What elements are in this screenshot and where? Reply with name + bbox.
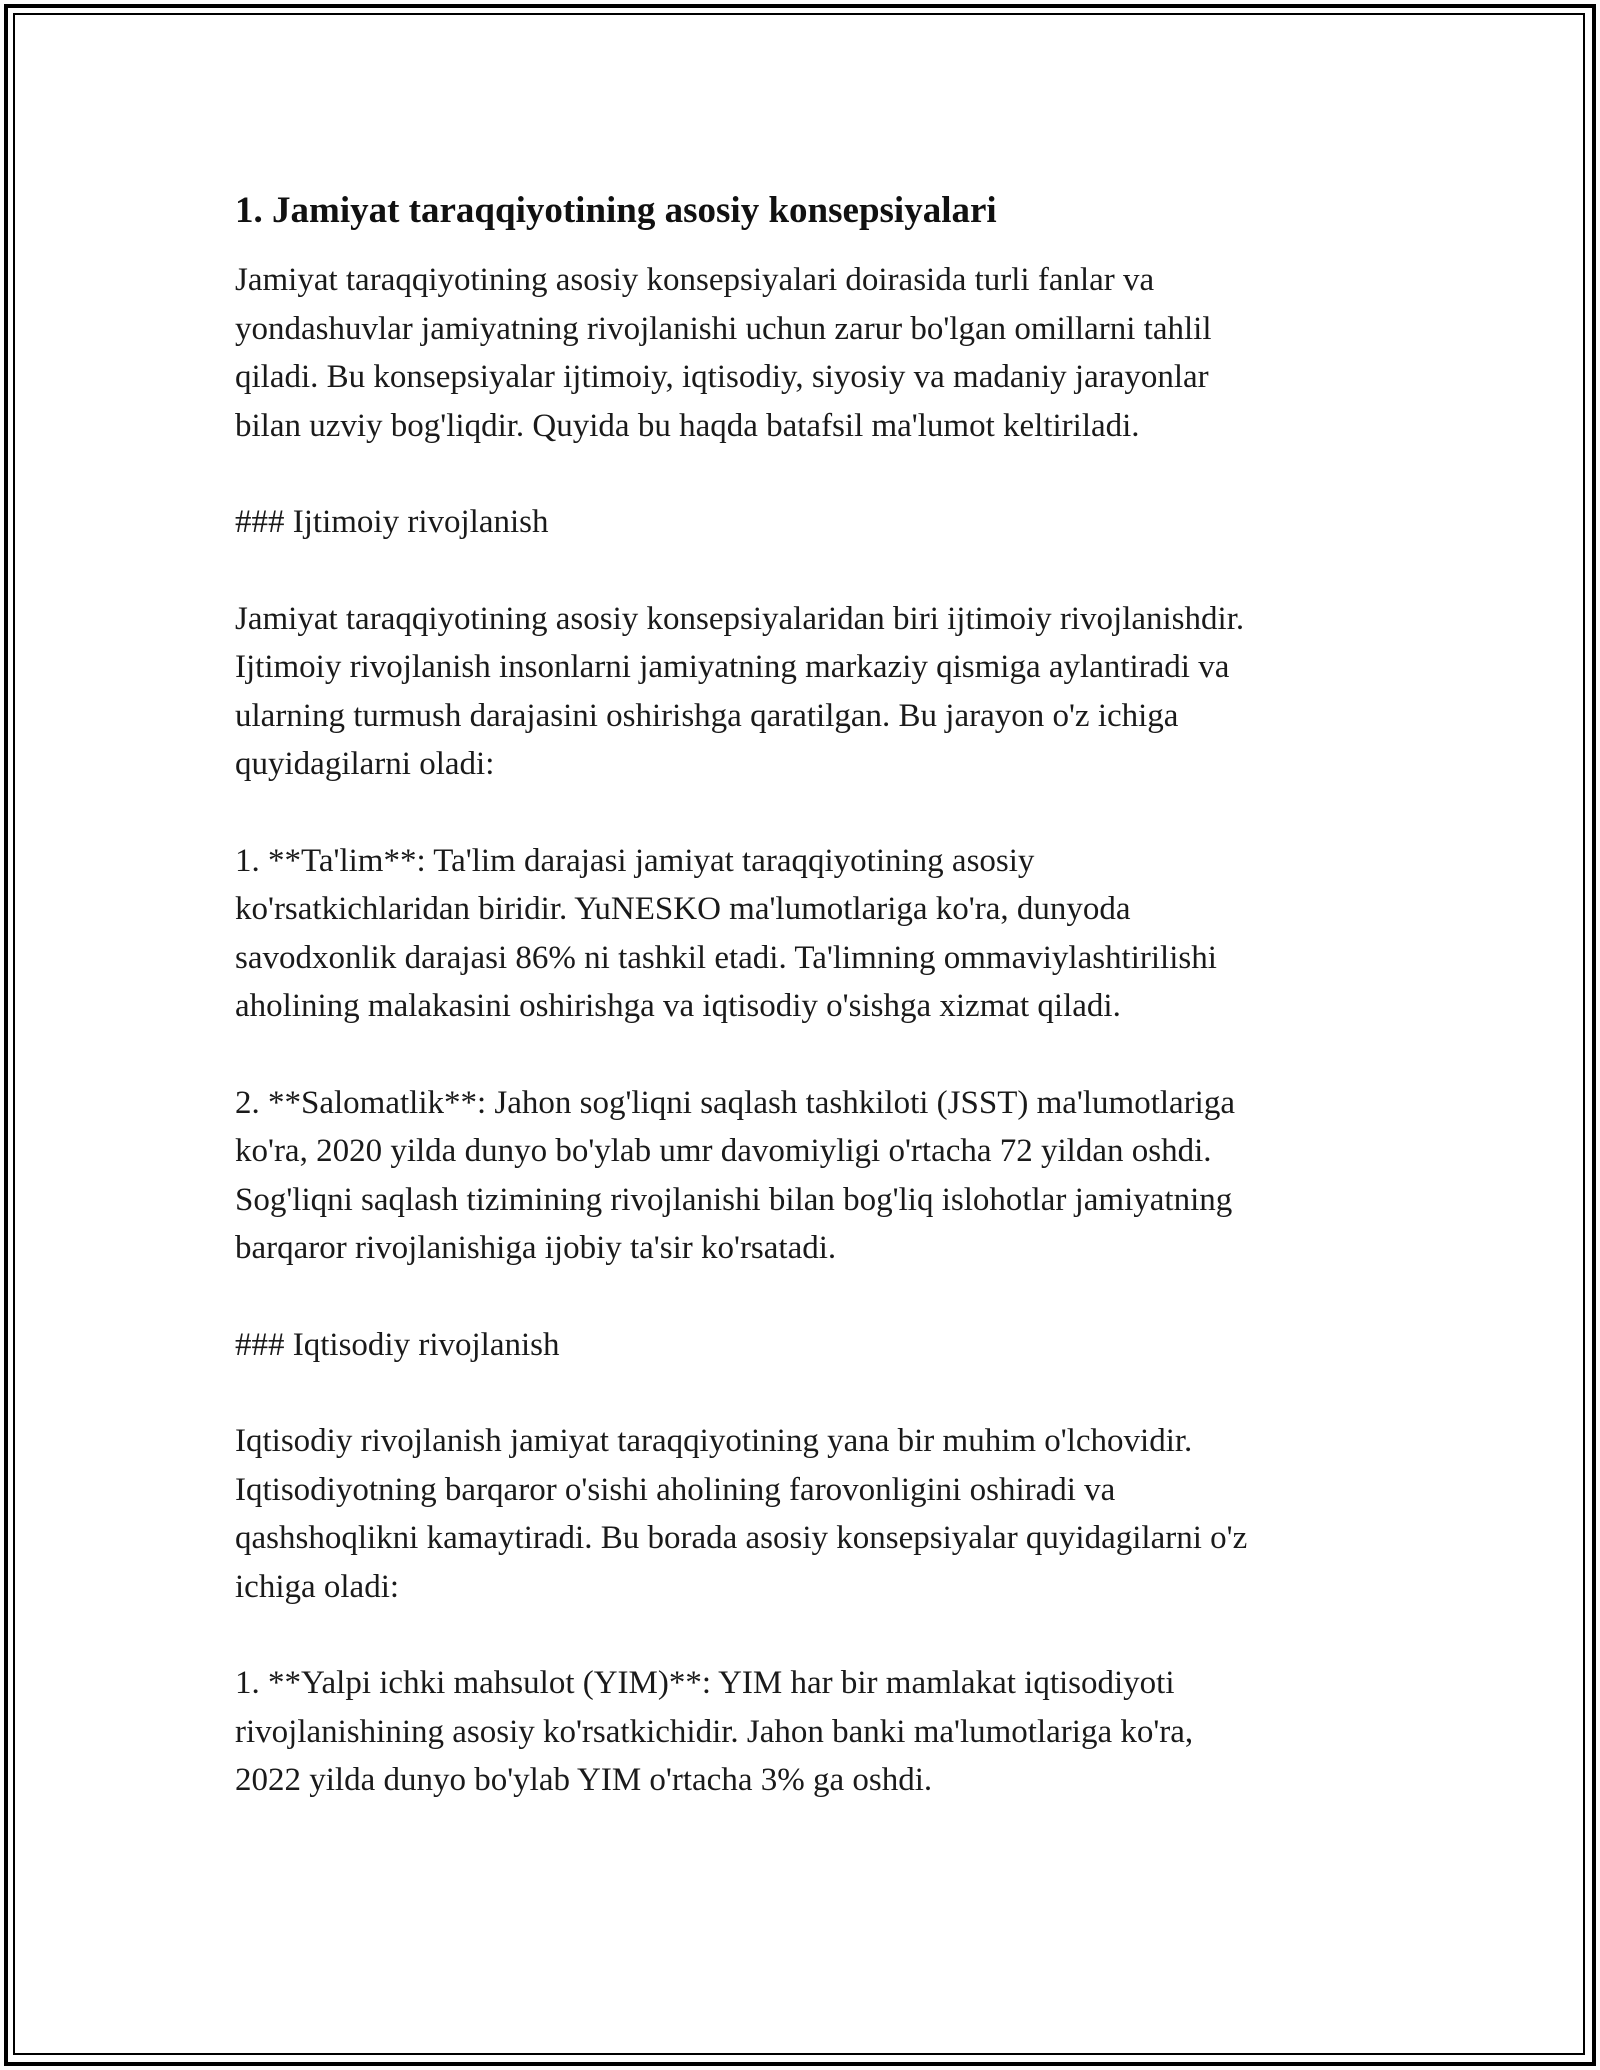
list-item-salomatlik <box>235 1079 1385 1273</box>
text-line: aholining malakasini oshirishga va iqtisodiy o'sishga xizmat qiladi. <box>235 988 1121 1024</box>
section-ijtimoiy-intro <box>235 595 1385 789</box>
text-line: Iqtisodiyotning barqaror o'sishi aholining farovonligini oshiradi va <box>235 1471 1116 1508</box>
text-line: 2022 yilda dunyo bo'ylab YIM o'rtacha 3% ga oshdi. <box>235 1762 933 1798</box>
text-line: bilan uzviy bog'liqdir. Quyida bu haqda batafsil ma'lumot keltiriladi. <box>235 407 1140 444</box>
text-line: 1. **Yalpi ichki mahsulot (YIM)**: YIM har bir mamlakat iqtisodiyoti <box>235 1665 1175 1701</box>
text-line: rivojlanishining asosiy ko'rsatkichidir. Jahon banki ma'lumotlariga ko'ra, <box>235 1713 1194 1750</box>
text-line: Jamiyat taraqqiyotining asosiy konsepsiyalaridan biri ijtimoiy rivojlanishdir. <box>235 600 1245 637</box>
document-title: 1. Jamiyat taraqqiyotining asosiy konsepsiyalari <box>235 190 997 231</box>
text-line: qiladi. Bu konsepsiyalar ijtimoiy, iqtisodiy, siyosiy va madaniy jarayonlar <box>235 359 1209 395</box>
text-line: ichiga oladi: <box>235 1568 400 1605</box>
text-line: quyidagilarni oladi: <box>235 746 495 782</box>
text-line: ko'ra, 2020 yilda dunyo bo'ylab umr davomiyligi o'rtacha 72 yildan oshdi. <box>235 1133 1212 1169</box>
text-line: 1. **Ta'lim**: Ta'lim darajasi jamiyat taraqqiyotining asosiy <box>235 842 1035 879</box>
section-heading-iqtisodiy: ### Iqtisodiy rivojlanish <box>235 1326 560 1363</box>
text-line: savodxonlik darajasi 86% ni tashkil etadi. Ta'limning ommaviylashtirilishi <box>235 939 1217 976</box>
section-heading-ijtimoiy: ### Ijtimoiy rivojlanish <box>235 504 549 540</box>
list-item-talim <box>235 837 1385 1031</box>
text-line: Jamiyat taraqqiyotining asosiy konsepsiyalari doirasida turli fanlar va <box>235 262 1155 298</box>
text-line: Iqtisodiy rivojlanish jamiyat taraqqiyotining yana bir muhim o'lchovidir. <box>235 1423 1193 1459</box>
intro-paragraph <box>235 256 1385 450</box>
text-line: ularning turmush darajasini oshirishga qaratilgan. Bu jarayon o'z ichiga <box>235 697 1179 734</box>
text-line: yondashuvlar jamiyatning rivojlanishi uchun zarur bo'lgan omillarni tahlil <box>235 310 1212 347</box>
text-line: Sog'liqni saqlash tizimining rivojlanishi bilan bog'liq islohotlar jamiyatning <box>235 1181 1233 1218</box>
document-body <box>235 186 1385 1853</box>
text-line: qashshoqlikni kamaytiradi. Bu borada asosiy konsepsiyalar quyidagilarni o'z <box>235 1520 1248 1556</box>
section-iqtisodiy-intro <box>235 1417 1385 1611</box>
text-line: ko'rsatkichlaridan biridir. YuNESKO ma'lumotlariga ko'ra, dunyoda <box>235 891 1131 927</box>
text-line: barqaror rivojlanishiga ijobiy ta'sir ko'rsatadi. <box>235 1230 837 1266</box>
list-item-yim <box>235 1659 1385 1805</box>
text-line: Ijtimoiy rivojlanish insonlarni jamiyatning markaziy qismiga aylantiradi va <box>235 649 1230 685</box>
text-line: 2. **Salomatlik**: Jahon sog'liqni saqlash tashkiloti (JSST) ma'lumotlariga <box>235 1084 1235 1121</box>
